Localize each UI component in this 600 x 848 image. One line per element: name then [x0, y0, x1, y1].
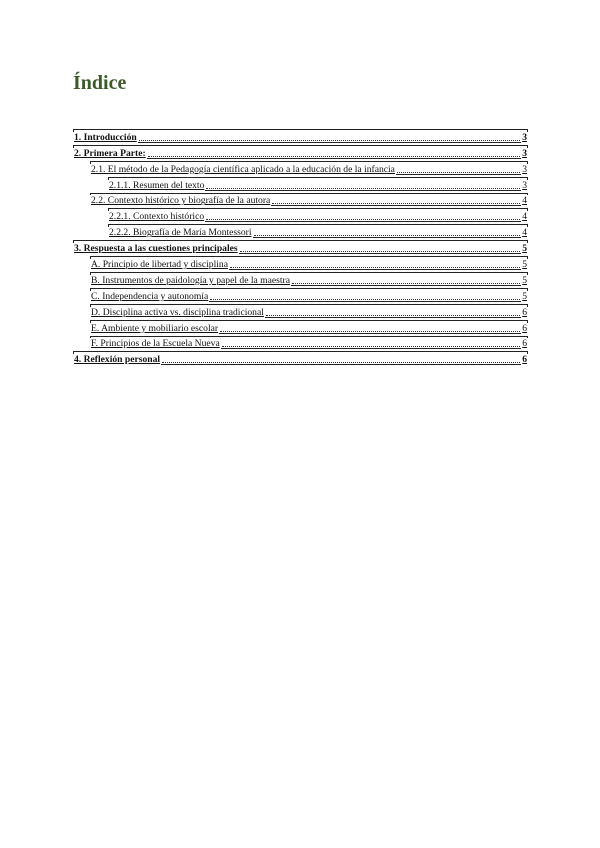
toc-entry-label[interactable]: B. Instrumentos de paidología y papel de la maestra [91, 274, 291, 286]
toc-entry[interactable] [73, 350, 528, 366]
toc-leader-dots [206, 188, 520, 189]
toc-entry-label[interactable]: C. Independencia y autonomía [91, 290, 209, 302]
toc-entry-label[interactable]: 2.2. Contexto histórico y biografía de la autora [91, 195, 271, 207]
toc-entry-page-number[interactable]: 6 [522, 322, 527, 334]
toc-entry-page-number[interactable]: 6 [522, 338, 527, 350]
toc-leader-dots [292, 283, 520, 284]
toc-entry[interactable] [108, 176, 528, 192]
toc-entry-label[interactable]: D. Disciplina activa vs. disciplina tradicional [91, 306, 264, 318]
table-of-contents [73, 128, 528, 366]
toc-entry-page-number[interactable]: 6 [522, 306, 527, 318]
toc-entry-label[interactable]: A. Principio de libertad y disciplina [91, 259, 228, 271]
toc-leader-dots [266, 315, 520, 316]
toc-leader-dots [230, 267, 520, 268]
toc-entry-label[interactable]: 4. Reflexión personal [74, 354, 161, 366]
toc-entry[interactable] [73, 128, 528, 144]
toc-entry-page-number[interactable]: 5 [522, 259, 527, 271]
toc-leader-dots [148, 156, 521, 157]
toc-leader-dots [220, 331, 520, 332]
toc-entry[interactable] [90, 160, 528, 176]
toc-entry[interactable] [90, 271, 528, 287]
toc-entry-label[interactable]: 2. Primera Parte: [74, 147, 146, 159]
toc-leader-dots [139, 140, 520, 141]
toc-entry-page-number[interactable]: 5 [522, 243, 527, 255]
toc-leader-dots [272, 203, 520, 204]
toc-entry-label[interactable]: 3. Respuesta a las cuestiones principales [74, 243, 238, 255]
toc-entry-page-number[interactable]: 5 [522, 290, 527, 302]
toc-entry[interactable] [90, 319, 528, 335]
toc-entry-label[interactable]: 1. Introducción [74, 131, 137, 143]
toc-leader-dots [222, 346, 520, 347]
toc-entry-label[interactable]: 2.1.1. Resumen del texto [109, 179, 205, 191]
toc-leader-dots [254, 235, 521, 236]
toc-entry-page-number[interactable]: 3 [522, 179, 527, 191]
toc-entry-page-number[interactable]: 3 [522, 163, 527, 175]
toc-entry[interactable] [90, 303, 528, 319]
toc-entry-page-number[interactable]: 6 [522, 354, 527, 366]
toc-entry[interactable] [90, 335, 528, 351]
toc-entry-label[interactable]: F. Principios de la Escuela Nueva [91, 338, 220, 350]
toc-entry[interactable] [108, 223, 528, 239]
toc-leader-dots [162, 362, 520, 363]
toc-entry-label[interactable]: 2.1. El método de la Pedagogía científica aplicado a la educación de la infancia [91, 163, 395, 175]
toc-entry-page-number[interactable]: 5 [522, 274, 527, 286]
toc-leader-dots [397, 172, 520, 173]
toc-entry[interactable] [90, 287, 528, 303]
toc-entry-page-number[interactable]: 4 [522, 195, 527, 207]
toc-entry[interactable] [90, 255, 528, 271]
toc-entry-label[interactable]: 2.2.2. Biografía de María Montessori [109, 227, 252, 239]
toc-entry[interactable] [73, 239, 528, 255]
toc-entry[interactable] [90, 192, 528, 208]
toc-entry-label[interactable]: 2.2.1. Contexto histórico [109, 211, 205, 223]
toc-entry-label[interactable]: E. Ambiente y mobiliario escolar [91, 322, 219, 334]
toc-entry-page-number[interactable]: 4 [522, 227, 527, 239]
toc-leader-dots [206, 219, 520, 220]
toc-entry-page-number[interactable]: 4 [522, 211, 527, 223]
toc-entry[interactable] [73, 144, 528, 160]
page-title: Índice [73, 72, 127, 94]
toc-entry-page-number[interactable]: 3 [522, 131, 527, 143]
toc-leader-dots [210, 299, 520, 300]
toc-entry[interactable] [108, 207, 528, 223]
toc-leader-dots [240, 251, 521, 252]
toc-entry-page-number[interactable]: 3 [522, 147, 527, 159]
